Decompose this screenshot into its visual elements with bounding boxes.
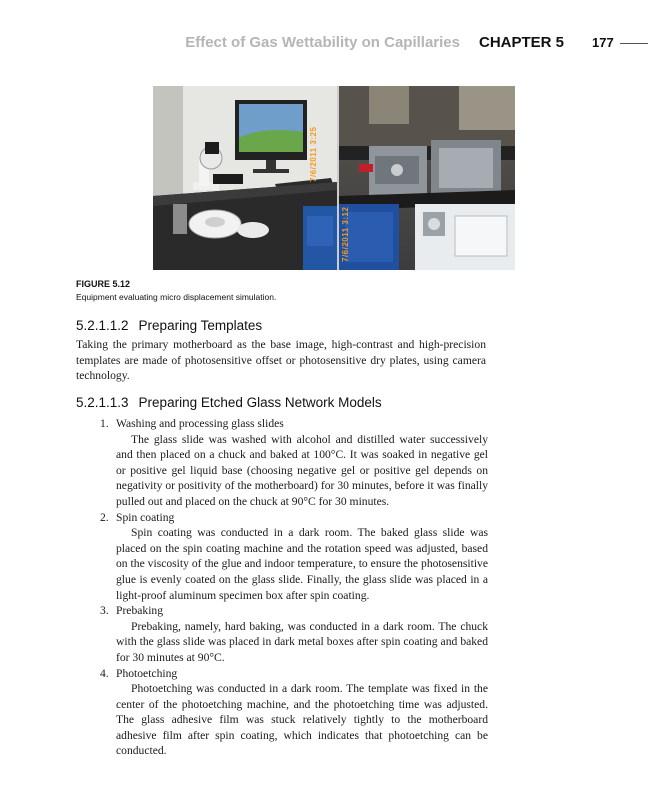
procedure-list (76, 416, 488, 759)
left-photo-timestamp: 7/6/2011 3:25 (309, 126, 318, 182)
list-item-body: Prebaking, namely, hard baking, was conducted in a dark room. The chuck with the glass slide was placed in dark metal boxes after spin coating and baked for 30 minutes at 90°C. (116, 619, 488, 664)
list-item-title: Spin coating (116, 510, 175, 524)
section-title: Preparing Templates (138, 318, 263, 333)
list-item-number: 4. (100, 666, 109, 680)
section-number: 5.2.1.1.3 (76, 395, 129, 410)
list-item (76, 666, 488, 760)
list-item-body: Spin coating was conducted in a dark room. The baked glass slide was placed on the spin coating machine and the rotation speed was adjusted, based on the viscosity of the glue and indoor temperature, to ensure the photosensitive glue is evenly coated on the glass slide. Finally, the glass slide was placed in a light-proof aluminum specimen box after spin coating. (116, 526, 488, 602)
running-head-chapter: CHAPTER 5 (478, 34, 564, 51)
section-number: 5.2.1.1.2 (76, 318, 129, 333)
list-item-title: Prebaking (116, 604, 164, 618)
running-head (0, 34, 648, 54)
figure-caption: Equipment evaluating micro displacement simulation. (76, 292, 277, 302)
section-title: Preparing Etched Glass Network Models (138, 395, 382, 410)
photo-microscope-workstation (153, 86, 337, 270)
list-item (76, 416, 488, 510)
list-item (76, 603, 488, 665)
list-item-title: Washing and processing glass slides (116, 417, 284, 430)
running-head-rule (620, 43, 648, 44)
list-item-number: 3. (100, 604, 109, 618)
page-number: 177 (592, 35, 614, 50)
list-item (76, 510, 488, 604)
figure-label: FIGURE 5.12 (76, 279, 131, 289)
running-head-title: Effect of Gas Wettability on Capillaries (185, 34, 460, 51)
photo-lab-equipment (339, 86, 515, 270)
right-photo-timestamp: 7/6/2011 3:12 (341, 206, 350, 262)
list-item-number: 2. (100, 510, 109, 524)
list-item-number: 1. (100, 417, 109, 430)
list-item-title: Photoetching (116, 666, 178, 680)
figure-5-12 (153, 86, 515, 270)
list-item-body: The glass slide was washed with alcohol and distilled water successively and then placed on a chuck and baked at 100°C. It was soaked in negative gel or positive gel liquid base (choosing negative gel or positive gel depends on negativity or positivity of the motherboard) for 30 minutes, before it was finally pulled out and placed on the chuck at 90°C for 30 minutes. (116, 432, 488, 508)
list-item-body: Photoetching was conducted in a dark room. The template was fixed in the center of the photoetching machine, and the photoetching time was adjusted. The glass adhesive film was stuck relatively tightly to the motherboard adhesive film after spin coating, which indicates that photoetching can be conducted. (116, 682, 488, 758)
section-heading-etched-glass (76, 395, 382, 410)
section-heading-templates (76, 318, 262, 333)
lab-equipment-illustration (339, 86, 515, 270)
paragraph-templates: Taking the primary motherboard as the base image, high-contrast and high-precision templates are made of photosensitive offset or photosensitive dry plates, using camera technology. (76, 338, 486, 383)
